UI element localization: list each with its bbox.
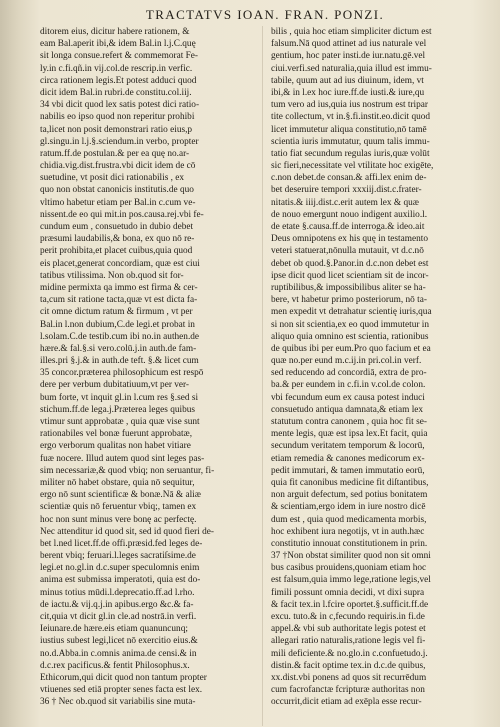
text-line: l.solam.C.de testib.cum ibi no.in authen.de	[40, 331, 200, 342]
text-line: falsum.Nā quod attinet ad ius naturale vel	[271, 39, 427, 50]
text-line: dum est , quia quod medicamenta morbis,	[271, 514, 427, 525]
text-line: consuetudo antiqua damnata,& etiam lex	[271, 404, 424, 415]
text-line: men expedit vt detrahatur scientię iuris,qua	[271, 307, 432, 318]
text-line: ly.in c.fi.qñ.in vij.col.de rescrip.in verfic.	[40, 63, 193, 74]
text-line: bus casibus prouidens,quoniam etiam hoc	[271, 563, 427, 574]
text-line: eam Bal.aperit ibi,& idem Bal.in l.j.C.quę	[40, 39, 196, 50]
text-line: statutum contra canonem , quia hoc fit se-	[271, 417, 427, 427]
text-line: illes.pri §.j.& in auth.de teft. §.& licet cum	[40, 356, 199, 367]
text-line: d.c.rex pacificus.& fentit Philosophus.x.	[40, 660, 190, 671]
left-column	[40, 26, 259, 709]
text-line: dicit idem Bal.in rubri.de constitu.col.iij.	[40, 87, 192, 98]
text-line: ta,cum sit ratione tacta,quæ vt est dicta fa-	[40, 295, 198, 306]
text-line: fuæ nocere. Illud autem quod sint leges pas-	[40, 453, 205, 464]
text-line: Deus omnipotens ex his quę in testamento	[271, 234, 428, 245]
text-line: debet ob quod.§.Panor.in d.c.non debet est	[271, 258, 429, 269]
text-line: ta,licet non posit demonstrari ratio eius,p	[40, 124, 193, 135]
text-line: Ieiunare.de hære.eis etiam quanuncunq;	[40, 624, 188, 635]
text-line: quo non obstat canonicis institutis.de quo	[40, 185, 194, 196]
text-line: licet immutetur aliqua constitutio,nō tamē	[271, 124, 427, 135]
text-line: rationabiles vel bonæ fuerunt approbatæ,	[40, 429, 193, 440]
text-line: quæ no.per eund m.c.ij.in pri.col.in verf.	[271, 356, 422, 367]
text-line: iustius subest legi,licet nō exercitio eius.&	[40, 636, 198, 647]
text-line: mente legis, quæ est ipsa lex.Et facit, quia	[271, 429, 428, 440]
text-line: tum vero ad ius,quia ius nostrum est tripar	[271, 100, 428, 111]
text-line: non arguit defectum, sed potius bonitatem	[271, 490, 428, 501]
text-line: præsumi laudabilis,& bona, ex quo nō re-	[40, 234, 195, 245]
text-line: stichum.ff.de lega.j.Præterea leges quibus	[40, 404, 195, 415]
text-line: gl.singu.in l.j.§.sciendum.in verbo, propter	[40, 136, 199, 147]
text-line: pedit immutari, & tamen immutatio eorū,	[271, 465, 425, 476]
text-line: legi.et no.gl.in d.c.super speculomnis enim	[40, 563, 200, 574]
text-line: de iactu.& vij.q.j.in apibus.ergo &c.& fa-	[40, 599, 194, 610]
text-line: hoc exhibent iura negotijs, vt in auth.hæc	[271, 526, 425, 537]
text-line: vtimur sunt approbatæ , quia quæ vise sunt	[40, 417, 200, 427]
text-line: xx.dist.vbi ponens ad quos sit recurrēdum	[271, 672, 427, 683]
text-line: ibi,& in l.ex hoc iure.ff.de iusti.& iure,qu	[271, 87, 425, 98]
text-line: ciui.verfi.sed naturalia,quia illud est immu-	[271, 63, 432, 74]
text-line: suetudine, vt posit dici rationabilis , ex	[40, 173, 185, 184]
right-column	[271, 26, 490, 709]
text-line: cit,quia vt dicit gl.in cle.ad nostrā.in verfi.	[40, 612, 197, 622]
text-line: minus totius mūdi.l.deprecatio.ff.ad l.rho.	[40, 587, 195, 598]
text-line: hære.& fal.§.si vero.colū.j.in auth.de fam-	[40, 343, 197, 354]
text-line: Ethicorum,qui dicit quod non tantum propter	[40, 672, 207, 683]
text-line: veteri statuerat,nōnulla mutauit, vt d.c.nō	[271, 246, 424, 257]
text-line: eis placet,generat concordiam, quæ est ciui	[40, 258, 200, 269]
text-line: militer nō habet obstare, quia nō sequitur,	[40, 477, 195, 488]
text-line: bere, vt habetur primo posteriorum, nō ta-	[271, 295, 427, 306]
text-line: perit prohibita,et placet cuibus,quia quod	[40, 246, 193, 257]
text-line: secundum veritatem temporum & locorū,	[271, 441, 425, 452]
text-line: scientiæ quis nō feruentur vbiq;, tamen ex	[40, 502, 197, 513]
column-gutter	[262, 26, 263, 726]
text-line: scientia iuris immutatur, quum talis immu-	[271, 136, 430, 147]
text-line: ditorem eius, dicitur habere rationem, &	[40, 27, 190, 37]
text-line: sic fieri,necessitate vel vtilitate hoc exigēte,	[271, 161, 434, 172]
text-line: chidia.vig.dist.frustra.vbi dicit idem de cō	[40, 161, 196, 172]
text-line: nabilis eo ipso quod non reperitur prohibi	[40, 112, 195, 123]
text-line: quia fit canonibus medicine fit diſtantibus,	[271, 477, 429, 488]
text-line: Nec attenditur id quod sit, sed id quod fieri de-	[40, 526, 215, 537]
text-line: circa rationem legis.Et potest adduci quod	[40, 75, 197, 86]
text-line: ruptibilibus,& impossibilibus aliter se ha-	[271, 282, 426, 293]
text-line: de etate §.causa.ff.de interroga.& ideo.ait	[271, 222, 425, 232]
text-line: ipse dicit quod licet scientiam sit de incor-	[271, 270, 429, 281]
text-line: & scientiam,ergo idem in iure nostro dicē	[271, 502, 426, 513]
text-line: si non sit scientia,ex eo quod immutetur in	[271, 319, 430, 330]
text-line: 36 † Nec ob.quod sit variabilis sine muta-	[40, 697, 196, 708]
text-line: tabile, quum aut ad ius diuinum, idem, vt	[271, 75, 424, 86]
text-line: sed reducendo ad concordiā, extra de pro-	[271, 368, 427, 379]
text-line: nissent.de eo qui mit.in pos.causa.rej.vbi fe-	[40, 209, 204, 220]
text-line: hoc non sunt minus vere bonę ac perfectę.	[40, 514, 197, 525]
running-header: TRACTATVS IOAN. FRAN. PONZI.	[145, 7, 385, 22]
text-line: aliquo quia omnino est scientia, rationibus	[271, 331, 429, 342]
text-line: midine permixta qa immo est firma & cer-	[40, 282, 198, 293]
text-line: etiam remedia & canones medicorum ex-	[271, 453, 425, 464]
text-line: no.d.Abba.in c.omnis anima.de censi.& in	[40, 648, 197, 659]
text-line: tatio fiat secundum regulas iuris,quæ volūt	[271, 148, 430, 159]
text-line: tite collectum, vt in.§.fi.instit.eo.dicit quod	[271, 112, 431, 123]
text-line: mili deficiente.& no.glo.in c.confuetudo.j.	[271, 648, 428, 659]
text-line: gentium, hoc pater insti.de iur.natu.gē.vel	[271, 51, 426, 62]
text-line: de quibus ibi per eum.Pro quo facium et ea	[271, 343, 431, 354]
text-line: anima est submissa imperatoti, quia est do-	[40, 575, 201, 586]
text-line: c.non debet.de consan.& affi.lex enim de-	[271, 173, 427, 184]
text-line: vltimo habetur etiam per Bal.in c.cum ve-	[40, 197, 196, 208]
text-line: 37 †Non obstat similiter quod non sit omni	[271, 551, 431, 562]
text-line: Bal.in l.non dubium,C.de legi.et probat in	[40, 319, 195, 330]
text-line: vbi fecundum eum ex causa potest induci	[271, 392, 425, 403]
text-line: sit longa consue.refert & commemorat Fe-	[40, 51, 198, 62]
text-line: bilis , quia hoc etiam simpliciter dictum est	[271, 27, 432, 37]
text-line: berent vbiq; feruari.l.leges sacratiſsime.de	[40, 551, 196, 562]
text-line: cum facrofanctæ fcripturæ authoritas non	[271, 685, 425, 696]
text-line: occurrit,dicit etiam ad exēpla esse recur-	[271, 697, 422, 708]
text-line: nitatis.& iiij.dist.c.erit autem lex & quæ	[271, 197, 419, 208]
text-line: 35 concor.præterea philosophicum est respō	[40, 368, 204, 379]
text-line: bet l.ned licet.ff.de offi.præsid.fed leges de-	[40, 538, 203, 549]
text-line: fimili possunt omnia decidi, vt dixi supra	[271, 587, 425, 598]
text-line: cit omne dictum ratum & firmum , vt per	[40, 307, 193, 318]
text-line: ergo verborum qualitas non habet vitiare	[40, 441, 191, 452]
text-line: dere per verbum dubitatiuum,vt per ver-	[40, 380, 190, 391]
text-line: ba.& per eundem in c.fi.in v.col.de colon.	[271, 380, 426, 391]
text-columns	[40, 26, 490, 709]
text-line: constitutio innouat constitutionem in prin.	[271, 538, 428, 549]
text-line: de nouo emergunt nouo indigent auxilio.l.	[271, 209, 428, 220]
text-line: cundum eum , consuetudo in dubio debet	[40, 222, 194, 232]
text-line: tatibus vtilissima. Non ob.quod sit for-	[40, 270, 184, 281]
text-line: distin.& facit optime tex.in d.c.de quibus,	[271, 660, 426, 671]
text-line: bet deseruire tempori xxxiij.dist.c.frater-	[271, 185, 422, 196]
text-line: bum forte, vt inquit gl.in l.cum res §.sed si	[40, 392, 199, 403]
text-line: appel.& vbi sub authoritate legis potest et	[271, 624, 426, 635]
text-line: allegari ratio naturalis,ratione legis vel fi-	[271, 636, 426, 647]
text-line: excu. tuto.& in c,fecundo requiris.in fi.de	[271, 612, 425, 622]
text-line: ratum.ff.de postulan.& per ea quę no.ar-	[40, 148, 190, 159]
text-line: ergo nō sunt scientificæ & bonæ.Nā & aliæ	[40, 490, 201, 501]
text-line: vtiuenes sed etiā propter senes facta est lex.	[40, 685, 203, 696]
text-line: & facit tex.in l.fcire oportet.§.sufficit.ff.de	[271, 599, 429, 610]
text-line: 34 vbi dicit quod lex satis potest dici ratio-	[40, 100, 200, 111]
text-line: est falsum,quia immo lege,ratione legis,vel	[271, 575, 431, 586]
text-line: sim necessariæ,& quod vbiq; non seruantur, fi-	[40, 465, 215, 476]
